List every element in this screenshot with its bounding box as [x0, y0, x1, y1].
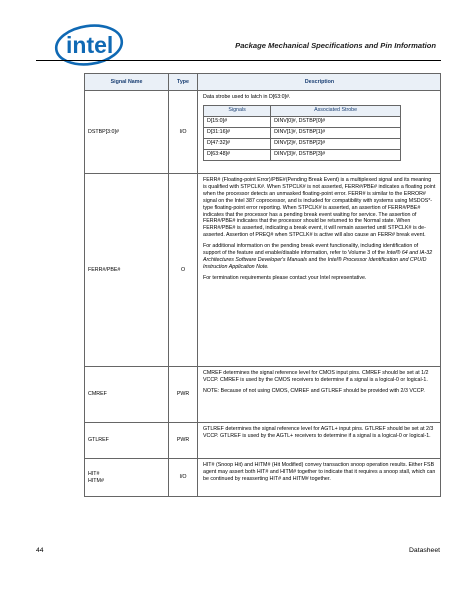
svg-text:intel: intel [66, 32, 114, 58]
description-text: CMREF determines the signal reference level for CMOS input pins. CMREF should be set at 1/2 VCCP. CMREF is used by the CMOS receivers to determine if a signal is a logical-0 or logical-1. [203, 370, 429, 383]
note-text: NOTE: Because of not using CMOS, CMREF and GTLREF should be provided with 2/3 VCCP. [203, 387, 425, 394]
signal-description [198, 367, 440, 422]
signal-description [198, 174, 440, 366]
signal-type: PWR [169, 423, 198, 458]
subtable-cell: DINV[1]#, DSTBP[1]# [271, 127, 401, 138]
table-row-ferr-pbe [84, 174, 441, 367]
document-type: Datasheet [409, 547, 440, 554]
signal-name-line: HIT# [88, 470, 100, 477]
header-rule [36, 60, 441, 61]
signal-type: O [169, 174, 198, 366]
table-header-row [84, 73, 441, 91]
column-header-signal-name: Signal Name [85, 74, 169, 90]
signal-name: CMREF [85, 367, 169, 422]
subtable-row [204, 116, 401, 127]
subtable-header: Associated Strobe [271, 105, 401, 116]
strobe-subtable [203, 105, 401, 161]
intel-logo [52, 19, 126, 69]
signal-name: FERR#/PBE# [85, 174, 169, 366]
subtable-cell: D[47:32]# [204, 138, 271, 149]
page-header-title: Package Mechanical Specifications and Pin Information [235, 41, 436, 50]
signal-type: I/O [169, 459, 198, 496]
subtable-header-row [204, 105, 401, 116]
subtable-cell: DINV[3]#, DSTBP[3]# [271, 149, 401, 160]
table-row-gtlref [84, 423, 441, 459]
column-header-description: Description [304, 78, 335, 85]
signal-name-line: HITM# [88, 477, 104, 484]
table-row-dstbp [84, 91, 441, 174]
signal-type: I/O [169, 91, 198, 173]
subtable-cell: D[63:48]# [204, 149, 271, 160]
signal-description [198, 459, 440, 496]
subtable-row [204, 127, 401, 138]
description-text: GTLREF determines the signal reference level for AGTL+ input pins. GTLREF should be set at 2/3 VCCP. GTLREF is used by the AGTL+ receivers to determine if a signal is a logical-0 or logical-1. [203, 426, 434, 439]
subtable-header: Signals [204, 105, 271, 116]
subtable-cell: DINV[2]#, DSTBP[2]# [271, 138, 401, 149]
table-row-cmref [84, 367, 441, 423]
signal-name [85, 459, 169, 496]
signal-name: GTLREF [85, 423, 169, 458]
signal-name: DSTBP[3:0]# [85, 91, 169, 173]
subtable-cell: DINV[0]#, DSTBP[0]# [271, 116, 401, 127]
signal-description [198, 423, 440, 458]
page-number: 44 [36, 547, 44, 554]
subtable-cell: D[31:16]# [204, 127, 271, 138]
signal-description [198, 91, 440, 173]
signal-description-table [84, 73, 441, 497]
description-text: FERR# (Floating-point Error)/PBE#(Pending Break Event) is a multiplexed signal and its meaning is qualified with STPCLK#. When STPCLK# is not asserted, FERR#/PBE# indicates a floating point when the processor detects an unmasked floating-point error. FERR# is similar to the ERROR# signal on the Intel 387 coprocessor, and is included for compatibility with systems using MSDOS*- type floating-point error reporting. When STPCLK# is asserted, an assertion of FERR#/PBE# indicates that the processor has a pending break event waiting for service. The assertion of FERR#/PBE# indicates that the processor should be returned to the Normal state. When FERR#/PBE# is asserted, indicating a break event, it will remain asserted until STPCLK# is de-asserted. Assertion of PREQ# when STPCLK# is active will also cause an FERR# break event. [203, 177, 436, 239]
signal-type: PWR [169, 367, 198, 422]
column-header-type: Type [169, 74, 198, 90]
subtable-row [204, 149, 401, 160]
table-row-hit-hitm [84, 459, 441, 497]
description-text: HIT# (Snoop Hit) and HITM# (Hit Modified) convey transaction snoop operation results. Either FSB agent may assert both HIT# and HITM# together to indicate that it requires a snoop stall, which can be continued by reasserting HIT# and HITM# together. [203, 462, 436, 482]
description-text: For termination requirements please contact your Intel representative. [203, 274, 367, 281]
subtable-cell: D[15:0]# [204, 116, 271, 127]
description-text: Data strobe used to latch in D[63:0]#. [203, 94, 291, 100]
description-text: For additional information on the pending break event functionality, including identification of support of the feature and enable/disable information, refer to Volume 3 of the Intel® 64 and IA-32 Architectures Software Developer's Manuals and the Intel® Processor Identification and CPUID Instruction Application Note. [203, 243, 433, 270]
subtable-row [204, 138, 401, 149]
